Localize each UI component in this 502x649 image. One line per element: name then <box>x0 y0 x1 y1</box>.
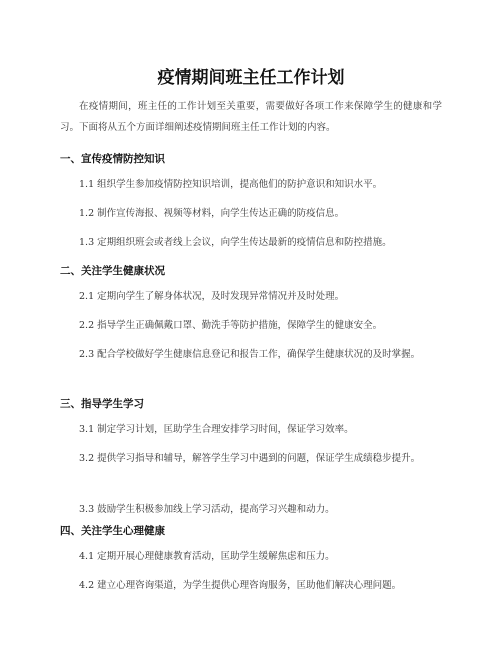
section-2-item-1: 2.1 定期向学生了解身体状况，及时发现异常情况并及时处理。 <box>79 291 345 302</box>
section-2-item-2: 2.2 指导学生正确佩戴口罩、勤洗手等防护措施，保障学生的健康安全。 <box>79 320 383 331</box>
document-title: 疫情期间班主任工作计划 <box>157 68 345 88</box>
section-heading-4: 四、关注学生心理健康 <box>60 525 165 537</box>
section-2-item-3: 2.3 配合学校做好学生健康信息登记和报告工作，确保学生健康状况的及时掌握。 <box>79 349 421 360</box>
section-1-item-2: 1.2 制作宣传海报、视频等材料，向学生传达正确的防疫信息。 <box>79 208 345 219</box>
section-3-item-3: 3.3 鼓励学生积极参加线上学习活动，提高学习兴趣和动力。 <box>79 504 335 515</box>
section-4-item-2: 4.2 建立心理咨询渠道，为学生提供心理咨询服务，匡助他们解决心理问题。 <box>79 580 402 591</box>
section-heading-3: 三、指导学生学习 <box>60 398 144 410</box>
section-heading-1: 一、宣传疫情防控知识 <box>60 153 165 165</box>
section-1-item-3: 1.3 定期组织班会或者线上会议，向学生传达最新的疫情信息和防控措施。 <box>79 237 392 248</box>
section-1-item-1: 1.1 组织学生参加疫情防控知识培训，提高他们的防护意识和知识水平。 <box>79 179 383 190</box>
section-3-item-1: 3.1 制定学习计划，匡助学生合理安排学习时间，保证学习效率。 <box>79 424 354 435</box>
section-3-item-2: 3.2 提供学习指导和辅导，解答学生学习中遇到的问题，保证学生成绩稳步提升。 <box>79 453 421 464</box>
intro-paragraph: 在疫情期间，班主任的工作计划至关重要，需要做好各项工作来保障学生的健康和学习。下面将从五个方面详细阐述疫情期间班主任工作计划的内容。 <box>60 101 442 133</box>
section-heading-2: 二、关注学生健康状况 <box>60 265 165 277</box>
section-4-item-1: 4.1 定期开展心理健康教育活动，匡助学生缓解焦虑和压力。 <box>79 551 335 562</box>
